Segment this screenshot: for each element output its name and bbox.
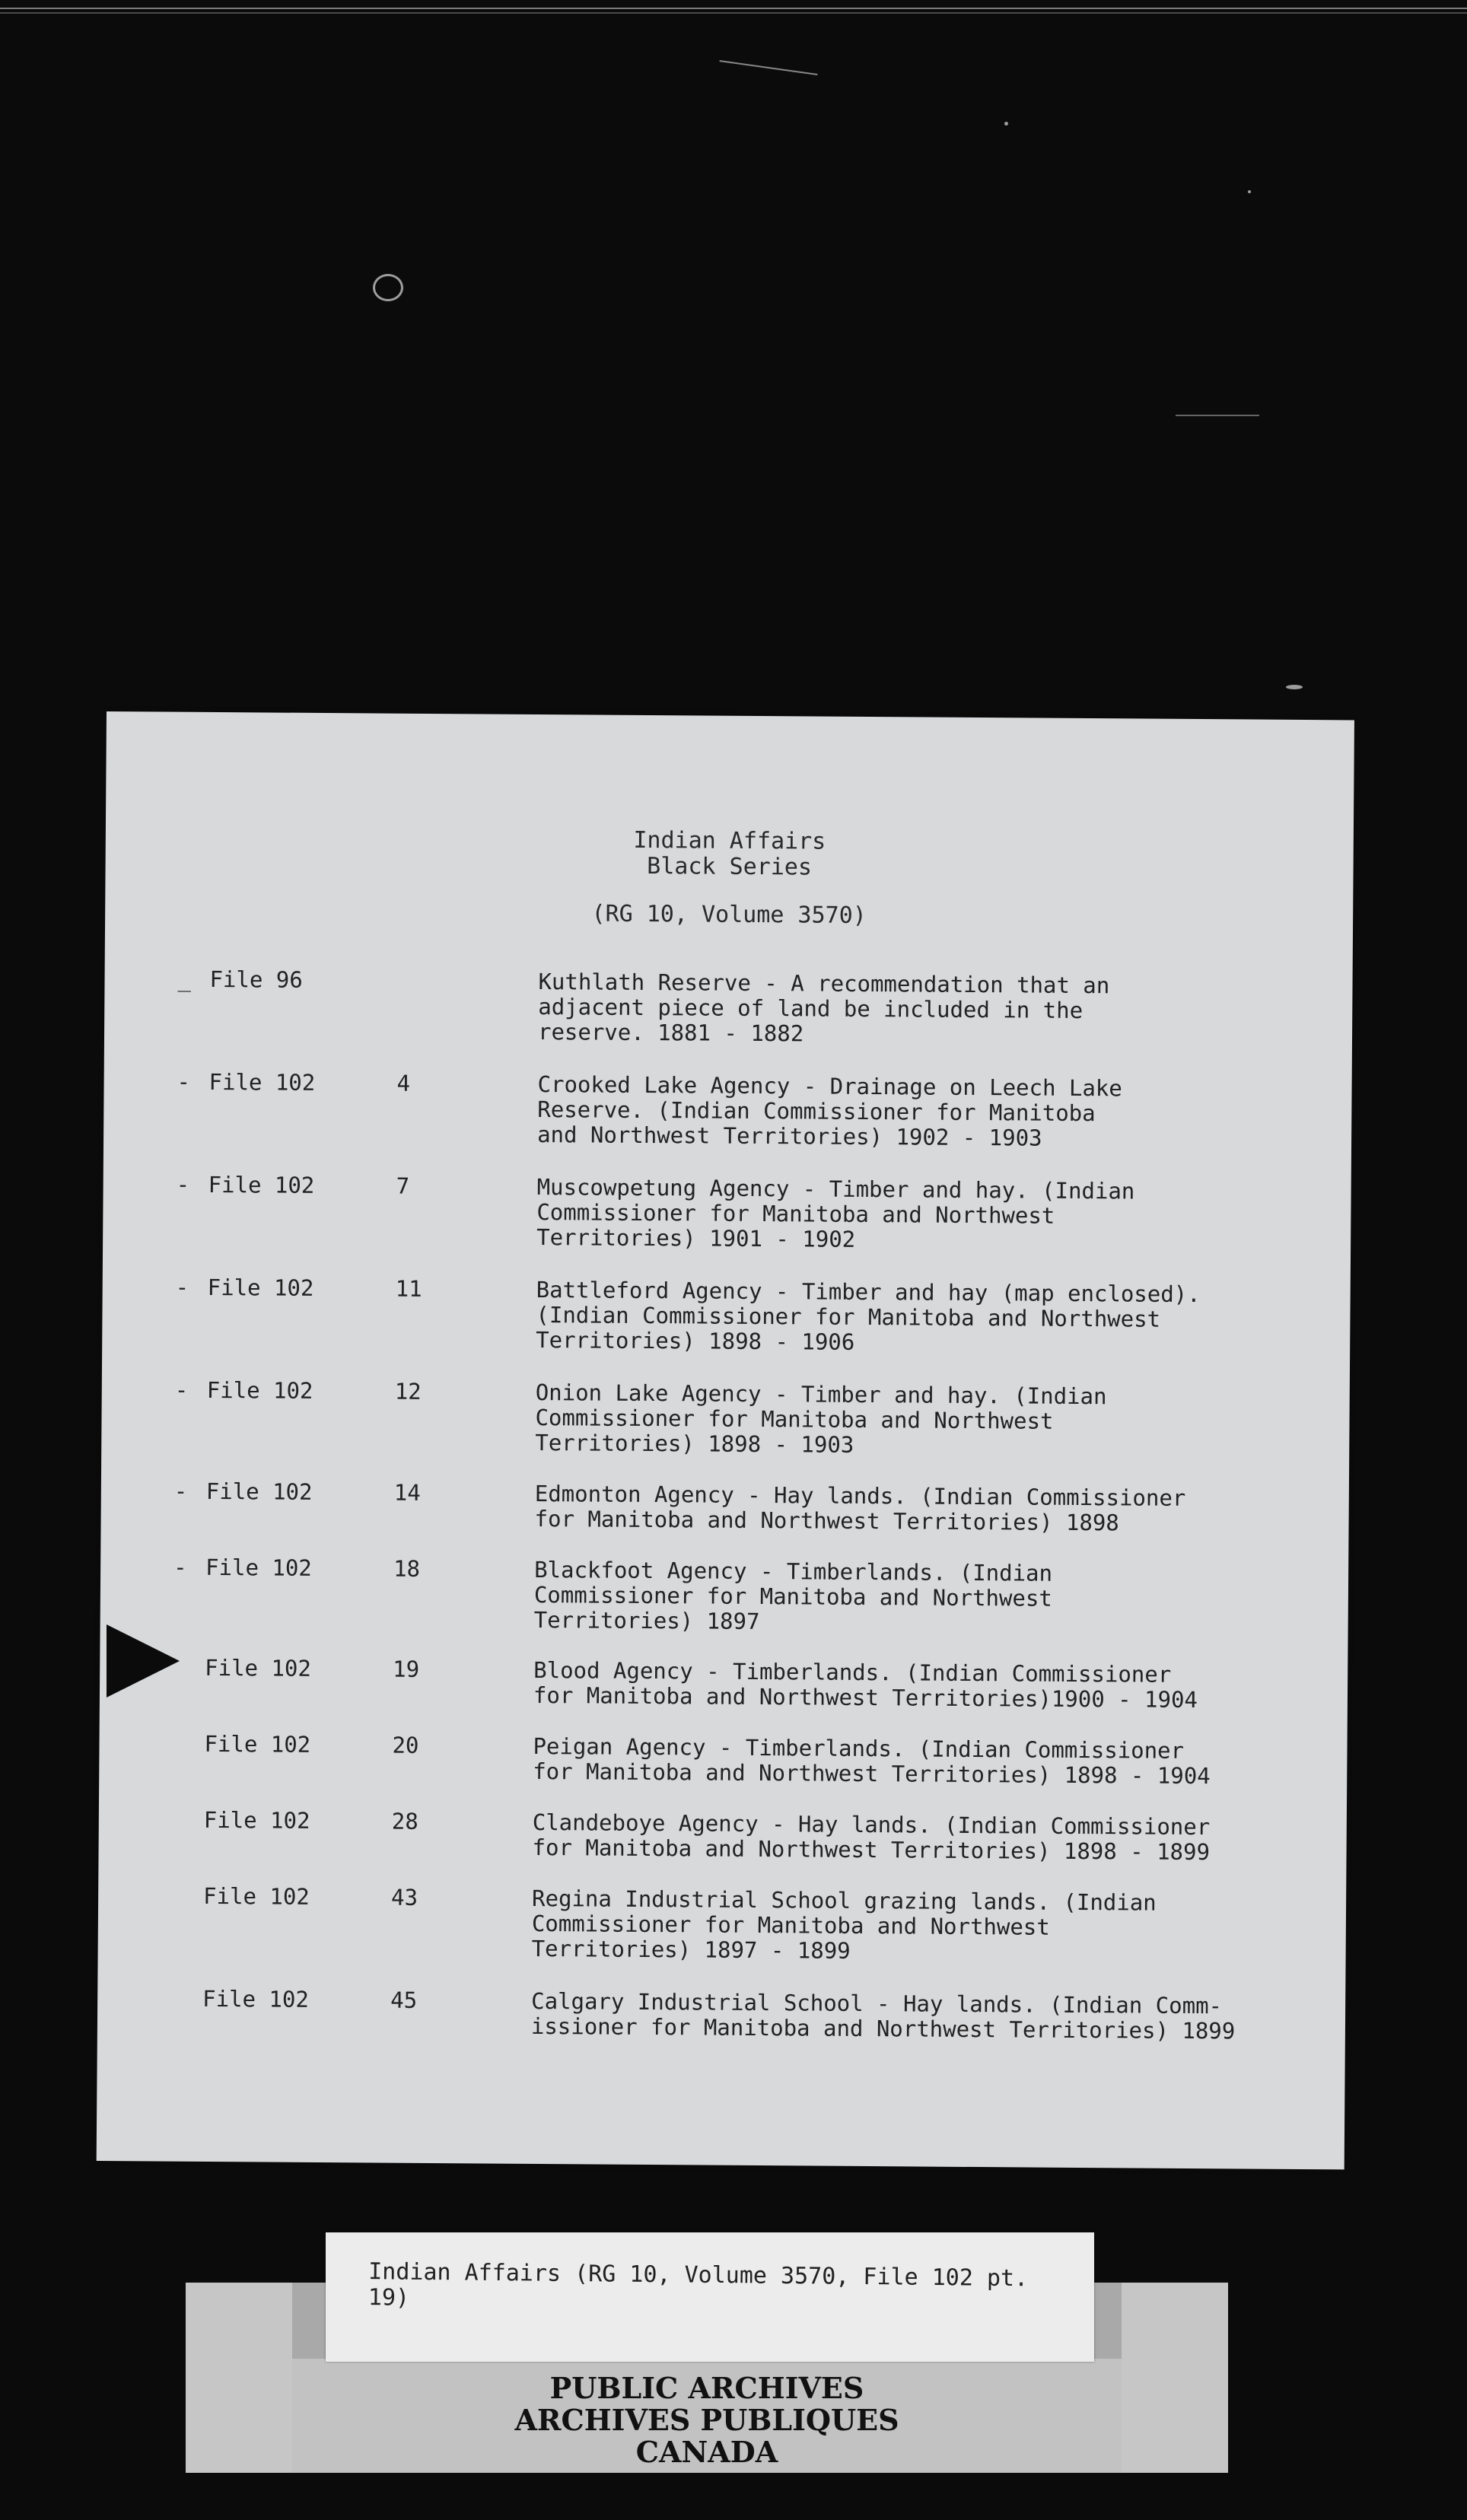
file-entry: [104, 966, 1353, 1066]
film-scratch: [1176, 415, 1259, 416]
entry-file-number: File 102: [208, 1068, 316, 1096]
film-speck: [1248, 190, 1251, 193]
entry-file-number: File 102: [205, 1654, 312, 1682]
entry-description: Regina Industrial School grazing lands. (Indian Commissioner for Manitoba and Northwest Territories) 1897 - 1899: [531, 1885, 1157, 1964]
file-entry: [101, 1377, 1350, 1477]
entry-mark: -: [176, 1171, 190, 1198]
entry-description: Calgary Industrial School - Hay lands. (Indian Comm- issioner for Manitoba and Northwest Territories) 1899: [530, 1987, 1236, 2044]
entry-file-number: File 102: [203, 1806, 310, 1834]
file-entry: [100, 1554, 1348, 1654]
document-title: Indian Affairs: [633, 826, 826, 855]
entry-mark: _: [177, 966, 192, 992]
entry-part-number: 18: [393, 1555, 421, 1582]
reference-label-text: Indian Affairs (RG 10, Volume 3570, File 102 pt. 19): [368, 2258, 1029, 2312]
entry-description: Blood Agency - Timberlands. (Indian Commissioner for Manitoba and Northwest Territories)1900 - 1904: [533, 1656, 1198, 1713]
entry-file-number: File 102: [205, 1554, 312, 1581]
page-edge-notch: [107, 1624, 180, 1698]
file-entry: [102, 1274, 1351, 1374]
entry-part-number: 19: [393, 1656, 420, 1682]
film-speck: [373, 274, 403, 301]
entry-file-number: File 102: [208, 1171, 315, 1198]
entry-mark: -: [173, 1478, 188, 1504]
entry-part-number: 14: [393, 1479, 421, 1506]
entry-description: Kuthlath Reserve - A recommendation that an adjacent piece of land be included in the reserve. 1881 - 1882: [537, 968, 1110, 1047]
entry-file-number: File 102: [207, 1274, 314, 1301]
entry-part-number: 43: [391, 1884, 418, 1911]
file-entry: [97, 1986, 1345, 2086]
document-subtitle: Black Series: [647, 852, 813, 881]
entry-file-number: File 102: [204, 1730, 311, 1758]
entry-mark: -: [175, 1274, 189, 1300]
entry-file-number: File 102: [206, 1376, 313, 1404]
entry-part-number: 4: [396, 1070, 411, 1096]
stamp-line-country: CANADA: [635, 2435, 778, 2469]
file-entry: [97, 1883, 1346, 1983]
entry-description: Peigan Agency - Timberlands. (Indian Commissioner for Manitoba and Northwest Territories) 1898 - 1904: [533, 1732, 1211, 1790]
entry-file-number: File 102: [205, 1478, 313, 1505]
entry-mark: -: [174, 1376, 189, 1403]
entry-part-number: 11: [395, 1275, 422, 1302]
reference-label-card: [326, 2232, 1094, 2362]
entry-description: Onion Lake Agency - Timber and hay. (Indian Commissioner for Manitoba and Northwest Territories) 1898 - 1903: [535, 1379, 1107, 1458]
document-page: [97, 711, 1354, 2169]
entry-part-number: 7: [396, 1172, 410, 1199]
entry-description: Battleford Agency - Timber and hay (map enclosed). (Indian Commissioner for Manitoba and Northwest Territories) 1898 - 1906: [536, 1276, 1201, 1355]
file-entry: [103, 1172, 1351, 1271]
entry-description: Crooked Lake Agency - Drainage on Leech Lake Reserve. (Indian Commissioner for Manitoba and Northwest Territories) 1902 - 1903: [537, 1071, 1122, 1151]
stamp-text: [186, 2372, 1228, 2468]
stamp-line-french: ARCHIVES PUBLIQUES: [514, 2403, 899, 2437]
entry-description: Blackfoot Agency - Timberlands. (Indian Commissioner for Manitoba and Northwest Territories) 1897: [533, 1556, 1053, 1635]
entry-file-number: File 102: [202, 1985, 309, 2013]
scan-border-line: [0, 8, 1467, 9]
film-speck: [1286, 685, 1303, 689]
entry-description: Muscowpetung Agency - Timber and hay. (Indian Commissioner for Manitoba and Northwest Territories) 1901 - 1902: [536, 1173, 1135, 1252]
entry-mark: -: [177, 1068, 191, 1095]
entry-part-number: 28: [391, 1808, 418, 1834]
stamp-line-english: PUBLIC ARCHIVES: [549, 2371, 864, 2405]
entry-file-number: File 96: [209, 966, 303, 993]
film-speck: [1004, 122, 1008, 126]
entry-part-number: 45: [390, 1987, 418, 2013]
film-scratch: [719, 60, 817, 75]
entry-description: Clandeboye Agency - Hay lands. (Indian Commissioner for Manitoba and Northwest Territories) 1898 - 1899: [532, 1809, 1211, 1866]
entry-part-number: 20: [392, 1732, 419, 1758]
entry-file-number: File 102: [203, 1882, 310, 1910]
document-reference: (RG 10, Volume 3570): [591, 900, 867, 929]
file-entry: [103, 1069, 1352, 1169]
scan-border-line: [0, 12, 1467, 14]
entry-part-number: 12: [394, 1378, 422, 1405]
entry-description: Edmonton Agency - Hay lands. (Indian Commissioner for Manitoba and Northwest Territories) 1898: [534, 1480, 1186, 1536]
entry-mark: -: [173, 1554, 187, 1580]
